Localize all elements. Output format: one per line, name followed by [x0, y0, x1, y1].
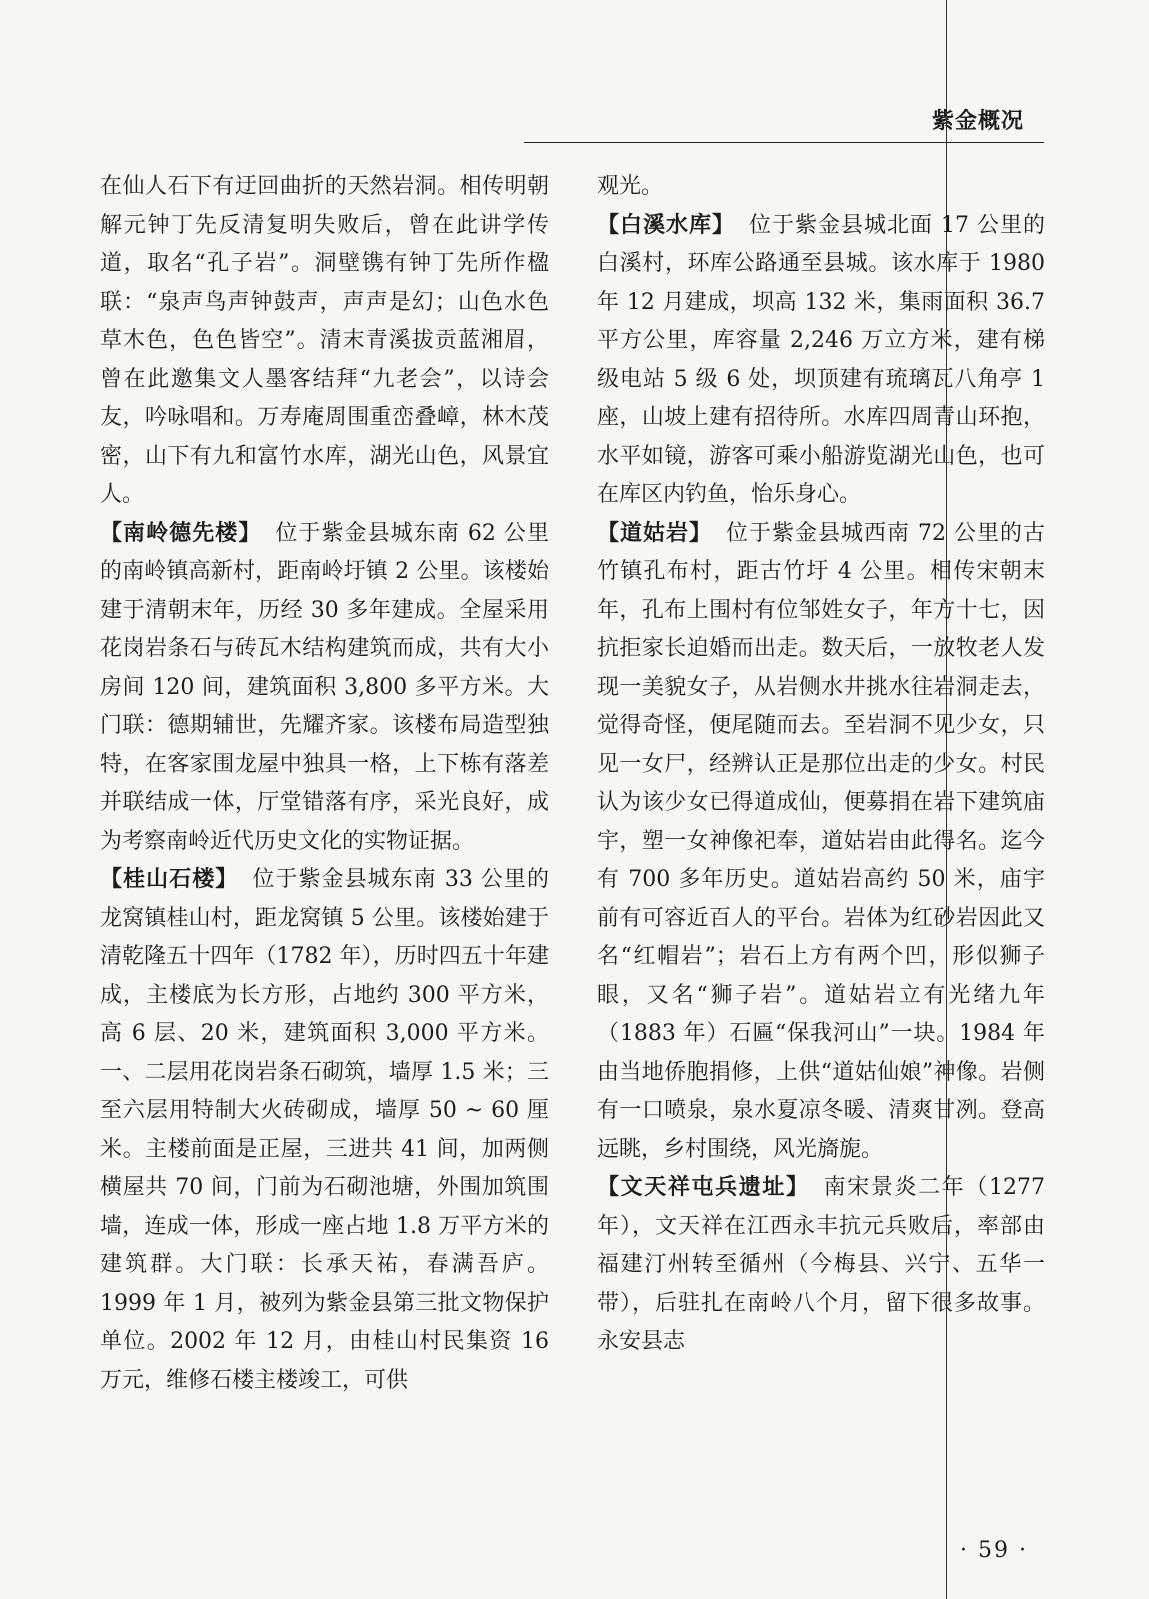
entry-nanling-dexian-lou: [100, 515, 549, 862]
entry-heading: 【文天祥屯兵遗址】: [597, 1175, 810, 1200]
entry-text: 位于紫金县城西南 72 公里的古竹镇孔布村，距古竹圩 4 公里。相传宋朝末年，孔布上围村有位邹姓女子，年方十七，因抗拒家长迫婚而出走。数天后，一放牧老人发现一美貌女子，从岩侧水井挑水往岩洞走去，觉得奇怪，便尾随而去。至岩洞不见少女，只见一女尸，经辨认正是那位出走的少女。村民认为该少女已得道成仙，便募捐在岩下建筑庙宇，塑一女神像祀奉，道姑岩由此得名。迄今有 700 多年历史。道姑岩高约 50 米，庙宇前有可容近百人的平台。岩体为红砂岩因此又名“红帽岩”；岩石上方有两个凹，形似狮子眼，又名“狮子岩”。道姑岩立有光绪九年（1883 年）石匾“保我河山”一块。1984 年由当地侨胞捐修，上供“道姑仙娘”神像。岩侧有一口喷泉，泉水夏凉冬暖、清爽甘冽。登高远眺，乡村围绕，风光旖旎。: [597, 520, 1045, 1162]
entry-heading: 【桂山石楼】: [100, 867, 239, 892]
entry-baixi-reservoir: [597, 207, 1045, 515]
right-column: [597, 168, 1045, 1362]
entry-guishan-shilou: [100, 861, 549, 1400]
entry-wentianxiang-site: [597, 1169, 1045, 1362]
entry-heading: 【南岭德先楼】: [100, 520, 262, 546]
paragraph-text: 观光。: [597, 174, 664, 199]
running-header: 紫金概况: [932, 109, 1025, 134]
entry-heading: 【白溪水库】: [597, 212, 736, 238]
entry-text: 位于紫金县城东南 33 公里的龙窝镇桂山村，距龙窝镇 5 公里。该楼始建于清乾隆五十四年（1782 年），历时四五十年建成，主楼底为长方形，占地约 300 平方米，高 6 层、20 米，建筑面积 3,000 平方米。一、二层用花岗岩条石砌筑，墙厚 1.5 米；三至六层用特制大火砖砌成，墙厚 50 ~ 60 厘米。主楼前面是正屋，三进共 41 间，加两侧横屋共 70 间，门前为石砌池塘，外围加筑围墙，连成一体，形成一座占地 1.8 万平方米的建筑群。大门联：长承天祐，春满吾庐。1999 年 1 月，被列为紫金县第三批文物保护单位。2002 年 12 月，由桂山村民集资 16 万元，维修石楼主楼竣工，可供: [100, 867, 549, 1393]
entry-text: 位于紫金县城东南 62 公里的南岭镇高新村，距南岭圩镇 2 公里。该楼始建于清朝末年，历经 30 多年建成。全屋采用花岗岩条石与砖瓦木结构建筑而成，共有大小房间 120 间，建筑面积 3,800 多平方米。大门联：德期辅世，先耀齐家。该楼布局造型独特，在客家围龙屋中独具一格，上下栋有落差并联结成一体，厅堂错落有序，采光良好，成为考察南岭近代历史文化的实物证据。: [100, 520, 549, 854]
entry-daogu-yan: [597, 515, 1045, 1170]
header-rule: [524, 142, 1044, 143]
paragraph-continuation: [597, 168, 1045, 207]
page-number: · 59 ·: [960, 1538, 1028, 1563]
paragraph-text: 在仙人石下有迂回曲折的天然岩洞。相传明朝解元钟丁先反清复明失败后，曾在此讲学传道，取名“孔子岩”。洞壁镌有钟丁先所作楹联：“泉声鸟声钟鼓声，声声是幻；山色水色草木色，色色皆空”。清末青溪拔贡蓝湘眉，曾在此邀集文人墨客结拜“九老会”，以诗会友，吟咏唱和。万寿庵周围重峦叠嶂，林木茂密，山下有九和富竹水库，湖光山色，风景宜人。: [100, 174, 549, 507]
left-column: [100, 168, 549, 1400]
paragraph-continuation: [100, 168, 549, 515]
entry-text: 位于紫金县城北面 17 公里的白溪村，环库公路通至县城。该水库于 1980 年 12 月建成，坝高 132 米，集雨面积 36.7 平方公里，库容量 2,246 万立方米，建有梯级电站 5 级 6 处，坝顶建有琉璃瓦八角亭 1 座，山坡上建有招待所。水库四周青山环抱，水平如镜，游客可乘小船游览湖光山色，也可在库区内钓鱼，怡乐身心。: [597, 212, 1045, 507]
entry-heading: 【道姑岩】: [597, 520, 713, 546]
entry-text: 南宋景炎二年（1277 年），文天祥在江西永丰抗元兵败后，率部由福建汀州转至循州（今梅县、兴宁、五华一带），后驻扎在南岭八个月，留下很多故事。永安县志: [597, 1175, 1045, 1354]
